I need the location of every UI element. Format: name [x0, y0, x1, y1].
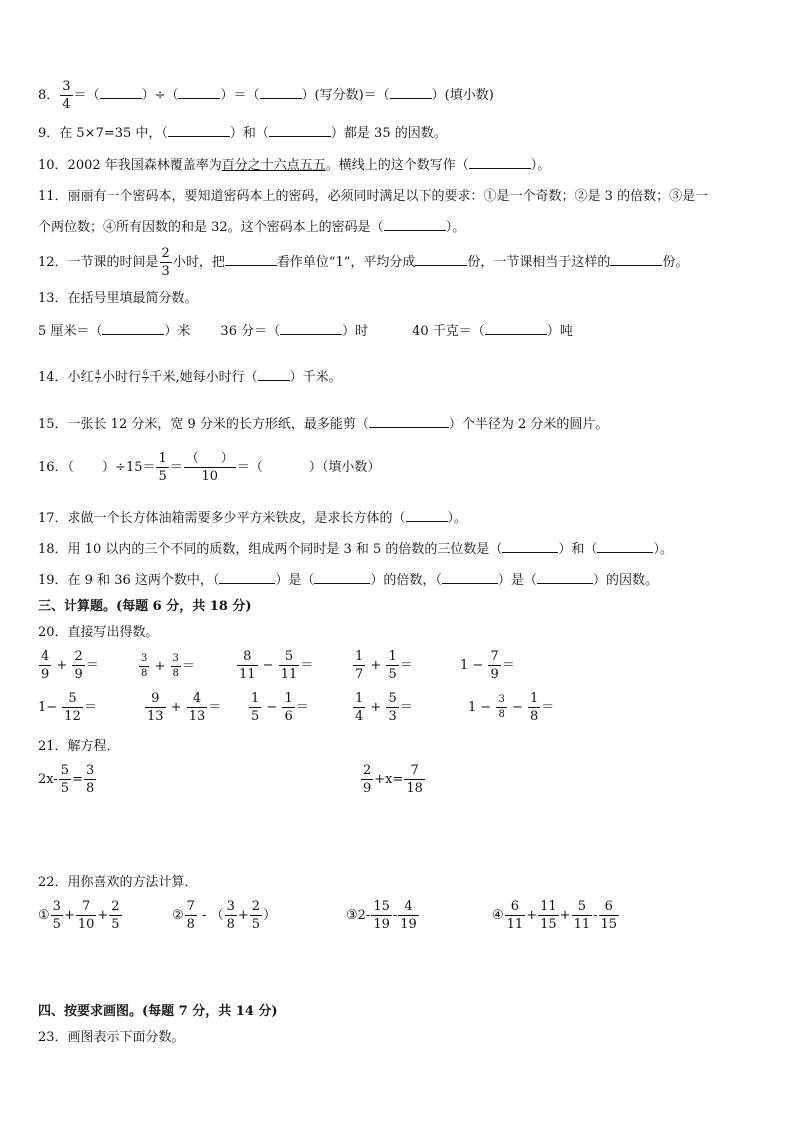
q14-text-c: 千米,她每小时行（ [149, 370, 258, 385]
q21-equation-2 [360, 764, 426, 795]
q14-fraction-2 [142, 370, 148, 385]
q16-f1-denominator: 5 [158, 469, 167, 484]
q20-item-2: $\frac{3}{8}$ + $\frac{3}{8}$ ＝ [141, 653, 195, 679]
q14-fraction-1 [95, 370, 101, 385]
q9-blank-1[interactable] [168, 124, 230, 137]
q20-item-8: $\frac{1}{5}$ − $\frac{1}{6}$ ＝ [251, 691, 309, 724]
q8-text-1: ＝（ [73, 88, 100, 103]
q21-eq2-f1-num: 2 [363, 763, 372, 778]
q9-text-b: ）和（ [229, 126, 269, 141]
q22-title: 22．用你喜欢的方法计算． [38, 875, 198, 890]
q20-item-1: $\frac{4}{9}$ + $\frac{2}{9}$ ＝ [41, 649, 99, 682]
section-3-title: 三、计算题。(每题 6 分，共 18 分) [38, 599, 252, 614]
q18-blank-1[interactable] [502, 540, 558, 553]
q21-eq2-f2-num: 7 [404, 764, 425, 780]
q20-title: 20．直接写出得数。 [38, 625, 159, 640]
q12-numerator: 2 [161, 246, 170, 261]
q16-f2-denominator: 10 [201, 469, 219, 484]
q22-item-2-marker: ② [172, 908, 184, 923]
q13-blank-2[interactable] [280, 322, 342, 335]
q15-text-a: 15．一张长 12 分米，宽 9 分米的长方形纸，最多能剪（ [38, 417, 369, 432]
q17-blank[interactable] [406, 509, 448, 522]
q9-text-a: 9．在 5×7=35 中，（ [38, 126, 168, 141]
q16-text-c: ＝ [169, 460, 183, 475]
q12-fraction [160, 247, 172, 278]
q10-text-a: 10．2002 年我国森林覆盖率为 [38, 158, 222, 173]
question-12 [38, 247, 688, 278]
question-19 [38, 571, 658, 590]
q21-eq1-f2-den: 8 [85, 781, 95, 796]
q8-number: 8． [38, 88, 60, 103]
q13-item-3-b: ）吨 [546, 324, 573, 339]
q13-title: 13．在括号里填最简分数。 [38, 291, 198, 306]
q22-item-3: ③2- $\frac{15}{19}$ - $\frac{4}{19}$ [346, 899, 417, 932]
q14-f1-numerator: 4 [95, 369, 101, 377]
q8-text-2: ）÷（ [141, 88, 179, 103]
question-20-title [38, 624, 159, 642]
question-18 [38, 540, 673, 559]
q10-text-c: ）。 [530, 158, 551, 173]
q14-text-d: ）千米。 [289, 370, 342, 385]
q8-blank-1[interactable] [100, 86, 142, 99]
q12-text-d: 份，一节课相当于这样的 [467, 255, 611, 270]
q21-eq1-f1-num: 5 [60, 763, 70, 778]
q12-text-b: 小时，把 [172, 255, 225, 270]
q13-item-3-a: 40 千克＝（ [412, 324, 485, 339]
q8-fraction [60, 80, 72, 111]
q14-f2-denominator: 7 [143, 377, 148, 385]
q8-blank-4[interactable] [390, 86, 432, 99]
question-15 [38, 415, 608, 434]
q23-title: 23．画图表示下面分数。 [38, 1030, 185, 1045]
q22-item-1: ① $\frac{3}{5}$ + $\frac{7}{10}$ + $\frac{2}{5}$ [38, 899, 120, 932]
q12-blank-3[interactable] [610, 253, 662, 266]
q20-item-3: $\frac{8}{11}$ − $\frac{5}{11}$ ＝ [239, 649, 314, 682]
q20-item-10: 1 − $\frac{3}{8}$ − $\frac{1}{8}$ ＝ [468, 691, 555, 724]
q16-text-b: ）÷15＝ [102, 460, 156, 475]
q17-text-b: ）。 [447, 511, 468, 526]
section-3-heading [38, 598, 252, 616]
q18-text-c: ）。 [653, 542, 673, 557]
question-21-title [38, 738, 120, 756]
q8-numerator: 3 [62, 79, 71, 94]
question-14 [38, 368, 342, 387]
q14-f1-denominator: 7 [95, 377, 101, 385]
q8-blank-2[interactable] [178, 86, 220, 99]
q20-item-7: $\frac{9}{13}$ + $\frac{4}{13}$ ＝ [147, 691, 222, 724]
question-10 [38, 156, 550, 175]
q19-text-e: ）的因数。 [592, 573, 658, 588]
section-4-title: 四、按要求画图。(每题 7 分，共 14 分) [38, 1004, 278, 1019]
q13-item-1-a: 5 厘米＝（ [38, 324, 103, 339]
q9-text-c: ）都是 35 的因数。 [330, 126, 447, 141]
q20-item-9: $\frac{1}{4}$ + $\frac{5}{3}$ ＝ [355, 691, 413, 724]
q13-item-1-b: ）米 [164, 324, 191, 339]
q18-blank-2[interactable] [597, 540, 653, 553]
q16-text-e: ）（填小数） [308, 460, 381, 475]
q12-denominator: 3 [161, 264, 170, 279]
q16-fraction-1 [156, 452, 168, 483]
q12-text-a: 12．一节课的时间是 [38, 255, 159, 270]
question-11-line-2 [38, 218, 465, 237]
q15-text-b: ）个半径为 2 分米的圆片。 [448, 417, 609, 432]
q16-lparen: （ [185, 451, 199, 466]
q10-blank[interactable] [469, 156, 531, 169]
q21-eq2-f1-den: 9 [363, 781, 372, 796]
q16-f1-numerator: 1 [158, 451, 167, 466]
q12-text-c: 看作单位“1”，平均分成 [276, 255, 416, 270]
q8-blank-3[interactable] [260, 86, 302, 99]
section-4-heading [38, 1003, 278, 1021]
q21-eq1-f2-num: 3 [85, 763, 95, 778]
q13-blank-1[interactable] [102, 322, 164, 335]
q19-text-b: ）是（ [275, 573, 315, 588]
question-9 [38, 124, 447, 143]
q19-blank-3[interactable] [442, 571, 498, 584]
q12-blank-1[interactable] [225, 253, 277, 266]
q19-blank-1[interactable] [219, 571, 275, 584]
q19-blank-4[interactable] [537, 571, 593, 584]
q16-fraction-2 [184, 452, 236, 483]
q18-text-b: ）和（ [558, 542, 598, 557]
q13-blank-3[interactable] [485, 322, 547, 335]
q14-blank[interactable] [258, 368, 290, 381]
q22-item-4: ④ $\frac{6}{11}$ + $\frac{11}{15}$ + $\frac{5}{11}$ - $\frac{6}{15}$ [492, 899, 618, 932]
q8-denominator: 4 [62, 97, 71, 112]
q16-text-a: 16．（ [38, 460, 75, 475]
question-17 [38, 509, 467, 528]
q16-f2-numerator-blank[interactable] [184, 452, 236, 468]
q13-item-2-a: 36 分＝（ [220, 324, 281, 339]
q19-text-a: 19．在 9 和 36 这两个数中，（ [38, 573, 220, 588]
q8-text-4: ）(写分数)＝（ [301, 88, 390, 103]
q19-blank-2[interactable] [314, 571, 370, 584]
q11-line-2-b: ）。 [445, 220, 466, 235]
q21-eq1-f1-den: 5 [60, 781, 70, 796]
q11-line-2-a: 个两位数；④所有因数的和是 32。这个密码本上的密码是（ [38, 220, 384, 235]
q12-text-e: 份。 [662, 255, 689, 270]
question-13-title [38, 290, 198, 308]
q9-blank-2[interactable] [269, 124, 331, 137]
q13-item-2-b: ）时 [342, 324, 369, 339]
q19-text-c: ）的倍数，（ [370, 573, 442, 588]
question-11-line-1 [38, 188, 708, 206]
q21-eq2-f2-den: 18 [406, 781, 423, 796]
question-23 [38, 1029, 185, 1047]
q19-text-d: ）是（ [497, 573, 537, 588]
q14-f2-numerator: 6 [143, 369, 148, 377]
q11-blank[interactable] [384, 218, 446, 231]
q17-text-a: 17．求做一个长方体油箱需要多少平方米铁皮，是求长方体的（ [38, 511, 406, 526]
q20-item-6: 1− $\frac{5}{12}$ ＝ [38, 691, 97, 724]
question-13-items [38, 322, 573, 341]
q10-text-b: 。横线上的这个数写作（ [325, 158, 469, 173]
q20-item-5: 1 − $\frac{7}{9}$ ＝ [460, 649, 515, 682]
q22-item-4-marker: ④ [492, 908, 504, 923]
q15-blank[interactable] [369, 415, 449, 428]
q21-eq1-a: 2x- [38, 772, 58, 787]
q14-text-b: 小时行 [102, 370, 142, 385]
q22-item-1-marker: ① [38, 908, 50, 923]
q12-blank-2[interactable] [415, 253, 467, 266]
q14-text-a: 14．小红 [38, 370, 94, 385]
q18-text-a: 18．用 10 以内的三个不同的质数，组成两个同时是 3 和 5 的倍数的三位数是（ [38, 542, 503, 557]
q22-item-3-marker: ③ [346, 908, 358, 923]
q22-item-2: ② $\frac{7}{8}$ - （ $\frac{3}{8}$ + $\frac{2}{5}$ ） [172, 899, 277, 932]
q8-text-3: ）＝（ [220, 88, 260, 103]
question-8 [38, 80, 494, 111]
q16-text-d: ＝（ [236, 460, 263, 475]
q21-eq2-b: +x= [374, 772, 404, 787]
question-16 [38, 452, 380, 483]
q11-line-1: 11．丽丽有一个密码本，要知道密码本上的密码，必须同时满足以下的要求：①是一个奇数；②是 3 的倍数；③是一 [38, 189, 709, 204]
q20-item-4: $\frac{1}{7}$ + $\frac{1}{5}$ ＝ [355, 649, 413, 682]
q21-equation-1 [38, 764, 97, 795]
q21-title: 21．解方程． [38, 739, 120, 754]
question-22-title [38, 874, 198, 892]
q16-rparen: ） [220, 451, 234, 466]
q8-text-5: ）(填小数) [431, 88, 494, 103]
q10-underlined-number: 百分之十六点五五 [221, 158, 326, 173]
q21-eq1-b: = [72, 772, 83, 787]
